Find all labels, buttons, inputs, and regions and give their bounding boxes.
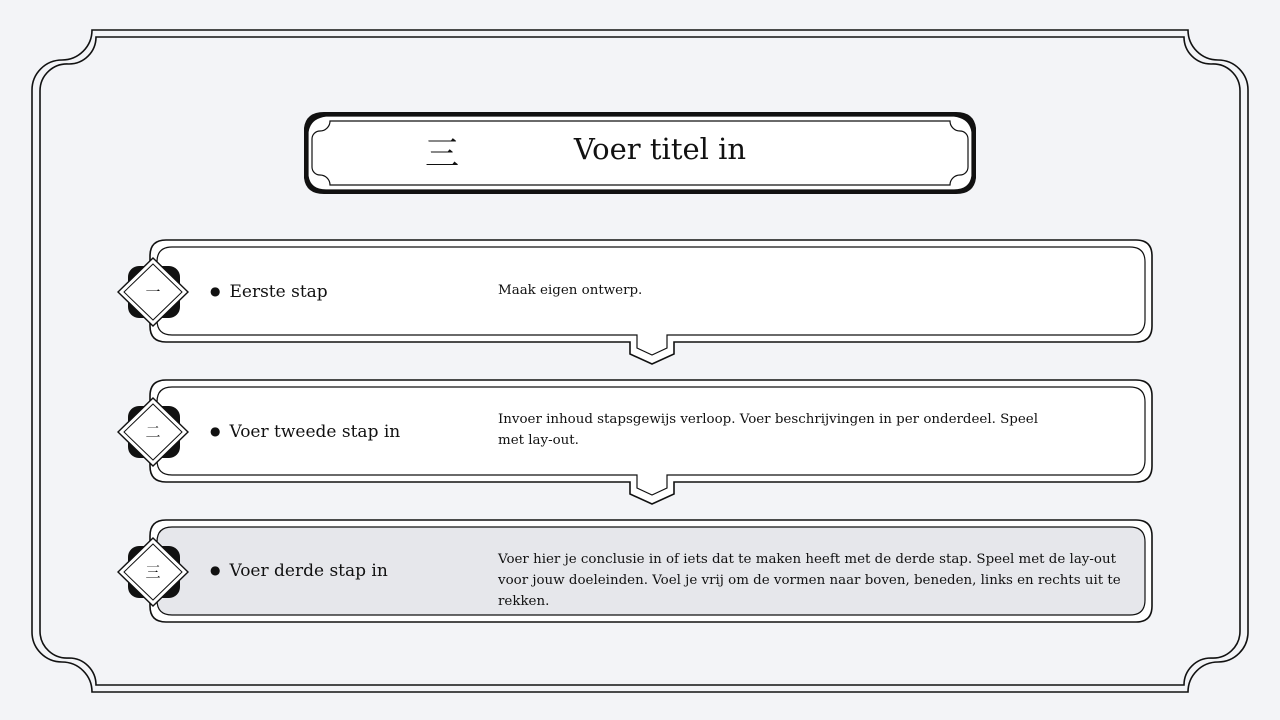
- step-2-number-glyph: 二: [145, 423, 161, 441]
- bullet-icon: ●: [210, 563, 221, 577]
- step-3-label[interactable]: [210, 559, 480, 582]
- step-3-description[interactable]: Voer hier je conclusie in of iets dat te maken heeft met de derde stap. Speel met de lay-out voor jouw doeleinden. Voel je vrij om de vormen naar boven, beneden, links en rechts uit te rekken.: [498, 552, 1121, 609]
- step-1-label[interactable]: [210, 280, 480, 303]
- title-ornament-glyph: 三: [425, 134, 459, 174]
- step-1-label-text: Eerste stap: [229, 282, 328, 302]
- step-2-label-text: Voer tweede stap in: [229, 422, 401, 442]
- step-1-number-glyph: 一: [145, 283, 161, 301]
- step-3-label-text: Voer derde stap in: [229, 561, 388, 581]
- step-1-description[interactable]: Maak eigen ontwerp.: [498, 283, 643, 298]
- step-2-label[interactable]: [210, 420, 480, 443]
- bullet-icon: ●: [210, 284, 221, 298]
- slide-title[interactable]: Voer titel in: [573, 132, 747, 166]
- step-2-description[interactable]: Invoer inhoud stapsgewijs verloop. Voer beschrijvingen in per onderdeel. Speel met lay-out.: [498, 412, 1039, 448]
- step-3-number-glyph: 三: [145, 563, 161, 581]
- bullet-icon: ●: [210, 424, 221, 438]
